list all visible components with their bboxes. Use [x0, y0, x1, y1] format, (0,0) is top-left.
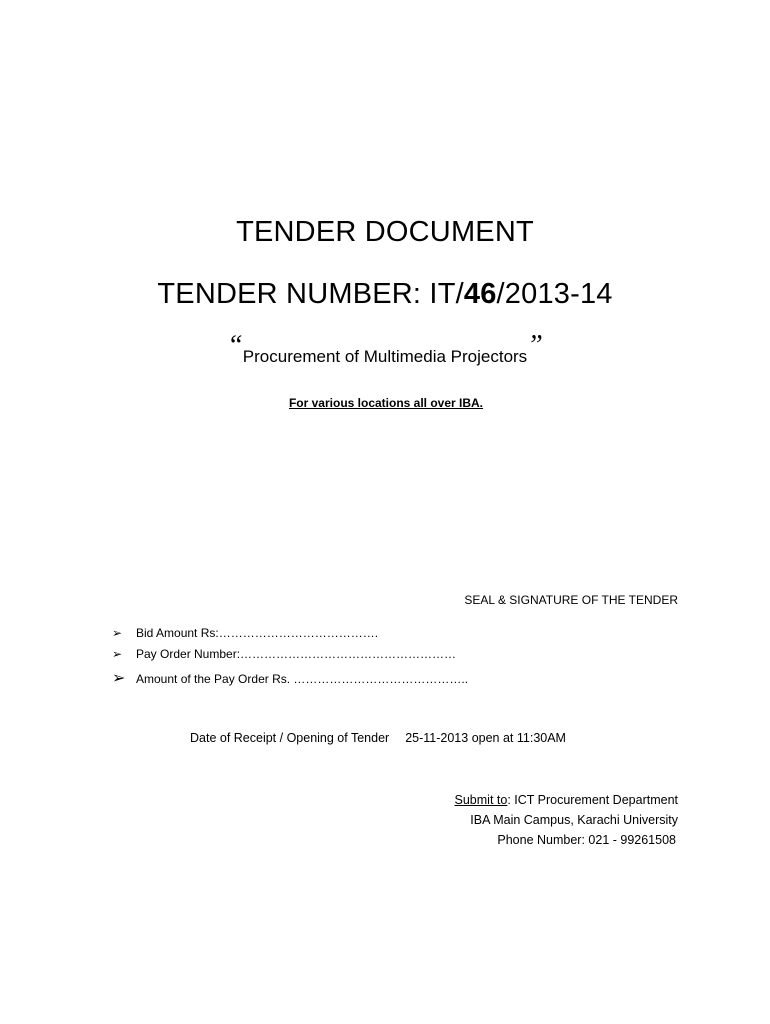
pay-order-number-label: Pay Order Number:……………………………………………… [136, 647, 457, 661]
receipt-date-row [190, 731, 566, 745]
address-line: IBA Main Campus, Karachi University [470, 813, 678, 827]
submit-department: : ICT Procurement Department [507, 793, 678, 807]
phone-line: Phone Number: 021 - 99261508 [497, 833, 676, 847]
bid-amount-field [112, 623, 468, 644]
tender-fields-list [112, 623, 468, 693]
receipt-date-label: Date of Receipt / Opening of Tender [190, 731, 390, 745]
tender-number [0, 278, 770, 311]
close-quote: ” [527, 330, 543, 361]
pay-order-amount-field [112, 665, 468, 693]
receipt-date-value: 25-11-2013 open at 11:30AM [405, 731, 566, 745]
pay-order-number-field [112, 644, 468, 665]
bid-amount-label: Bid Amount Rs:…………………………………. [136, 626, 379, 640]
submit-line [455, 790, 678, 810]
submission-address [455, 790, 678, 850]
tender-subject [0, 330, 770, 370]
open-quote: “ [227, 330, 243, 361]
pay-order-amount-label: Amount of the Pay Order Rs. …………………………………….. [136, 672, 469, 686]
subject-text: Procurement of Multimedia Projectors [242, 347, 528, 366]
tender-number-bold: 46 [463, 278, 497, 310]
tender-number-prefix: TENDER NUMBER: IT/ [157, 278, 464, 310]
tender-number-suffix: /2013-14 [496, 278, 613, 310]
seal-signature-label: SEAL & SIGNATURE OF THE TENDER [464, 593, 678, 607]
arrow-bullet-icon: ➢ [112, 647, 123, 661]
arrow-bullet-icon: ➢ [112, 670, 126, 687]
document-title: TENDER DOCUMENT [236, 216, 534, 248]
locations-note: For various locations all over IBA. [288, 396, 484, 410]
submit-to-label: Submit to [454, 793, 508, 807]
arrow-bullet-icon: ➢ [112, 626, 123, 640]
